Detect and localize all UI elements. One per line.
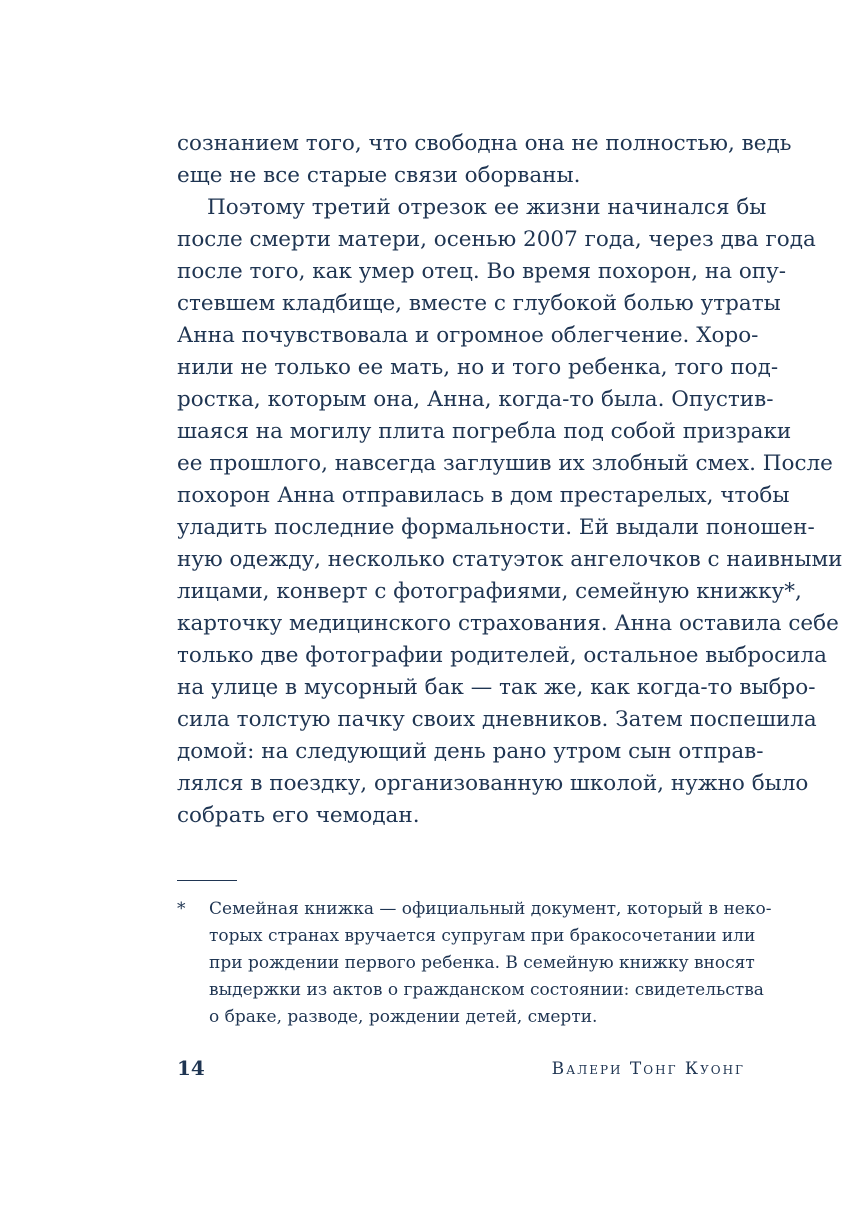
- footnote-text: [209, 896, 772, 1031]
- text-line: на улице в мусорный бак — так же, как когда-то выбро-: [177, 675, 816, 700]
- text-line: шаяся на могилу плита погребла под собой призраки: [177, 419, 792, 444]
- text-line: еще не все старые связи оборваны.: [177, 163, 581, 188]
- text-line: ее прошлого, навсегда заглушив их злобный смех. После: [177, 451, 833, 476]
- text-line: лицами, конверт с фотографиями, семейную книжку*,: [177, 579, 802, 604]
- text-line: только две фотографии родителей, остальное выбросила: [177, 643, 827, 668]
- text-line: домой: на следующий день рано утром сын отправ-: [177, 739, 764, 764]
- text-line: сила толстую пачку своих дневников. Затем поспешила: [177, 707, 817, 732]
- text-line: карточку медицинского страхования. Анна оставила себе: [177, 611, 839, 636]
- page-number: 14: [177, 1056, 205, 1080]
- footnote-marker: *: [177, 899, 186, 919]
- text-line: ростка, которым она, Анна, когда-то была. Опустив-: [177, 387, 774, 412]
- text-line: Анна почувствовала и огромное облегчение. Хоро-: [177, 323, 759, 348]
- footnote-line: торых странах вручается супругам при бракосочетании или: [209, 926, 756, 946]
- text-line: собрать его чемодан.: [177, 803, 420, 828]
- paragraph-start-line: Поэтому третий отрезок ее жизни начинался бы: [207, 195, 767, 220]
- text-line: стевшем кладбище, вместе с глубокой болью утраты: [177, 291, 781, 316]
- footnote-line: при рождении первого ребенка. В семейную книжку вносят: [209, 953, 755, 973]
- text-line: лялся в поездку, организованную школой, нужно было: [177, 771, 809, 796]
- text-line: сознанием того, что свободна она не полностью, ведь: [177, 131, 792, 156]
- text-line: похорон Анна отправилась в дом престарелых, чтобы: [177, 483, 790, 508]
- footnote-line: о браке, разводе, рождении детей, смерти.: [209, 1007, 598, 1027]
- running-head-author: Валери Тонг Куонг: [551, 1059, 745, 1079]
- text-line: нили не только ее мать, но и того ребенка, того под-: [177, 355, 779, 380]
- footnote-divider: [177, 880, 237, 881]
- text-line: после смерти матери, осенью 2007 года, через два года: [177, 227, 816, 252]
- footnote-line: Семейная книжка — официальный документ, который в неко-: [209, 899, 772, 919]
- text-line: ную одежду, несколько статуэток ангелочков с наивными: [177, 547, 843, 572]
- text-line: после того, как умер отец. Во время похорон, на опу-: [177, 259, 787, 284]
- main-text: [177, 128, 843, 832]
- footnote-line: выдержки из актов о гражданском состоянии: свидетельства: [209, 980, 764, 1000]
- text-line: уладить последние формальности. Ей выдали поношен-: [177, 515, 815, 540]
